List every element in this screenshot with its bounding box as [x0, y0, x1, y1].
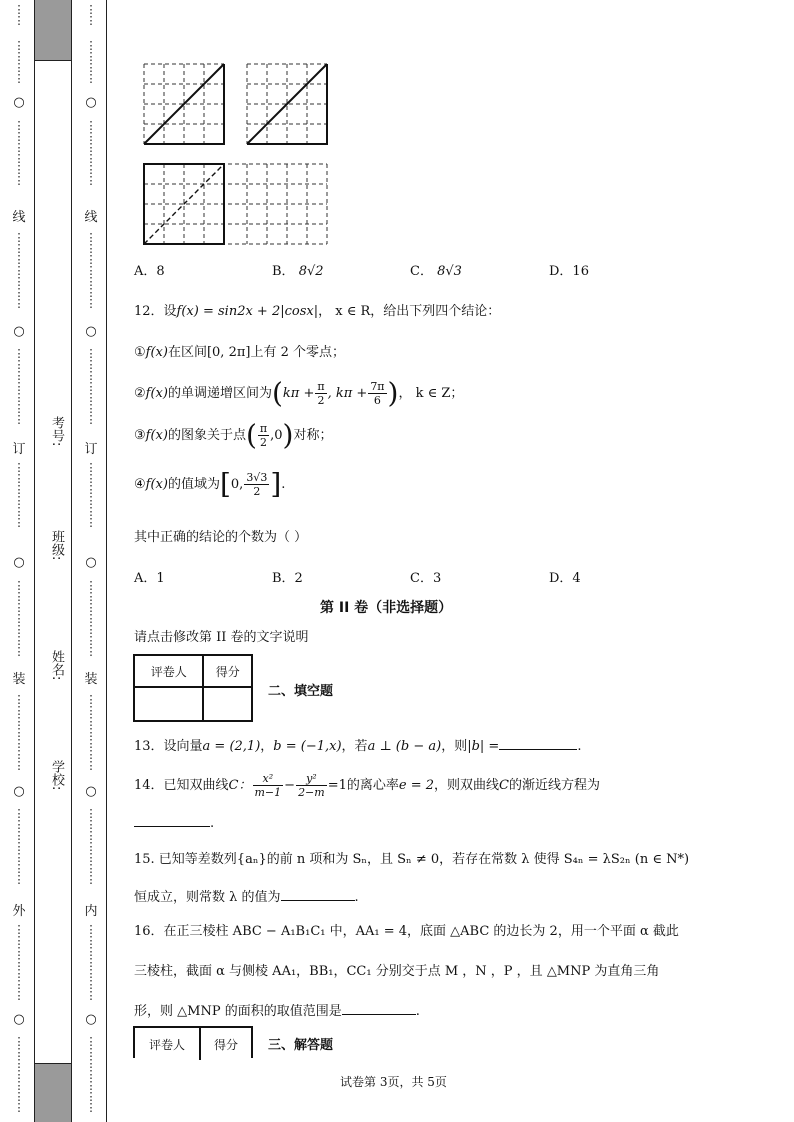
- outer-char-xian: 线: [12, 210, 26, 225]
- part2-title: 第 II 卷（非选择题）: [320, 600, 453, 616]
- outer-char-wai: 外: [12, 904, 26, 919]
- outer-circle: ○: [13, 784, 25, 799]
- q12-conclusion-2: ②f(x)的单调递增区间为(kπ + $\frac{\pi}{2}$ , kπ + $\frac{7\pi}{6}$ )， k ∈ Z；: [134, 376, 464, 410]
- q14-answer-line: .: [134, 812, 214, 834]
- q12-option-c: C．3: [410, 571, 442, 586]
- outer-circle: ○: [13, 324, 25, 339]
- gray-band-divider-top: [35, 60, 71, 61]
- q11-option-d: D．16: [549, 264, 589, 279]
- section-solve: 三、解答题: [268, 1038, 334, 1053]
- q12-conclusion-3: ③f(x)的图象关于点( $\frac{\pi}{2}$ ,0)对称；: [134, 418, 333, 452]
- q15-line2: 恒成立，则常数 λ 的值为 .: [134, 886, 359, 908]
- q12-conclusion-4: ④f(x)的值域为[0, $\frac{3√3}{2}$ ].: [134, 467, 286, 501]
- gray-band-divider-bottom: [35, 1063, 71, 1064]
- q11-option-a: A．8: [134, 264, 165, 279]
- inner-char-nei: 内: [84, 904, 98, 919]
- q12-stem: 12．设f(x) = sin2x + 2|cosx|， x ∈ R，给出下列四个结论：: [134, 304, 501, 319]
- outer-circle: ○: [13, 95, 25, 110]
- q11-option-c: C． 8√3: [410, 264, 462, 279]
- score-table-solve: [133, 1026, 253, 1058]
- outer-char-ding: 订: [12, 442, 26, 457]
- strip-border-mid: [71, 0, 72, 1122]
- inner-char-zhuang: 装: [84, 672, 98, 687]
- score-label-2: 得分: [213, 1038, 238, 1052]
- inner-char-xian: 线: [84, 210, 98, 225]
- score-table-fill: [133, 654, 253, 722]
- gray-band-top: [35, 0, 71, 60]
- field-exam-no: 考号:: [49, 416, 64, 447]
- inner-circle: ○: [85, 95, 97, 110]
- field-class: 班级:: [49, 530, 64, 561]
- grader-cell[interactable]: [134, 687, 203, 721]
- strip-border-left: [34, 0, 35, 1122]
- q15-line1: 15. 已知等差数列{aₙ}的前 n 项和为 Sₙ，且 Sₙ ≠ 0，若存在常数 λ 使得 S₄ₙ = λS₂ₙ (n ∈ N*): [134, 852, 690, 867]
- outer-circle: ○: [13, 555, 25, 570]
- q12-conclusion-1: ①f(x)在区间[0, 2π]上有 2 个零点；: [134, 345, 346, 360]
- q12-option-a: A．1: [134, 571, 165, 586]
- page-footer: 试卷第 3页，共 5页: [340, 1075, 447, 1089]
- strip-border-right: [106, 0, 107, 1122]
- q12-option-d: D．4: [549, 571, 581, 586]
- q15-answer-blank[interactable]: [281, 886, 355, 901]
- q13-answer-blank[interactable]: [499, 735, 577, 750]
- q12-option-b: B．2: [272, 571, 303, 586]
- score-cell[interactable]: [203, 687, 252, 721]
- gray-band-bottom: [35, 1063, 71, 1122]
- q13: 13．设向量a = (2,1)，b = (−1,x)，若a ⊥ (b − a)，则|b| = .: [134, 735, 581, 757]
- field-name: 姓名:: [49, 650, 64, 681]
- q16-line1: 16．在正三棱柱 ABC − A₁B₁C₁ 中，AA₁ = 4，底面 △ABC 的边长为 2，用一个平面 α 截此: [134, 924, 679, 939]
- inner-char-ding: 订: [84, 442, 98, 457]
- grader-label-2: 评卷人: [148, 1038, 185, 1052]
- inner-circle: ○: [85, 324, 97, 339]
- field-school: 学校:: [49, 760, 64, 791]
- q16-line2: 三棱柱，截面 α 与侧棱 AA₁，BB₁，CC₁ 分别交于点 M ，N ，P ，且 △MNP 为直角三角: [134, 964, 660, 979]
- q16-answer-blank[interactable]: [342, 1000, 416, 1015]
- outer-circle: ○: [13, 1012, 25, 1027]
- q11-option-b: B． 8√2: [272, 264, 324, 279]
- q16-line3: 形，则 △MNP 的面积的取值范围是 .: [134, 1000, 420, 1022]
- inner-circle: ○: [85, 784, 97, 799]
- part2-note: 请点击修改第 II 卷的文字说明: [134, 630, 309, 645]
- q14: 14．已知双曲线C： $\frac{\text{x²}}{m-1}$ − $\frac{\text{y²}}{2-m}$ =1的离心率e = 2，则双曲线C的渐近线方程为: [134, 772, 601, 799]
- q14-answer-blank[interactable]: [134, 812, 210, 827]
- grader-label: 评卷人: [134, 655, 203, 687]
- inner-circle: ○: [85, 1012, 97, 1027]
- outer-char-zhuang: 装: [12, 672, 26, 687]
- binding-strip: [0, 0, 110, 1122]
- inner-circle: ○: [85, 555, 97, 570]
- outer-cut-column: ⋮ ⋮ ⋮ ⋮ ⋮ ⋮ ○ ⋮ ⋮ ⋮ ⋮ ⋮ ⋮ 线 ⋮ ⋮ ⋮ ⋮ ⋮ ⋮ ⋮ ○ ⋮ ⋮ ⋮ ⋮ ⋮ ⋮ ⋮ 订 ⋮ ⋮ ⋮ ⋮ ⋮ ⋮ ○ ⋮ ⋮ ⋮ ⋮ ⋮ ⋮ ⋮ 装 ⋮ ⋮ ⋮ ⋮ ⋮ ⋮ ⋮ ○ ⋮ ⋮ ⋮ ⋮ ⋮ ⋮ ⋮ 外 ⋮ ⋮ ⋮ ⋮ ⋮ ⋮ ⋮ ○ ⋮ ⋮ ⋮ ⋮ ⋮ ⋮ ⋮: [9, 0, 29, 1122]
- section-fill-blank: 二、填空题: [268, 684, 334, 699]
- q12-question: 其中正确的结论的个数为（ ）: [134, 530, 308, 545]
- inner-cut-column: ⋮ ⋮ ⋮ ⋮ ⋮ ⋮ ○ ⋮ ⋮ ⋮ ⋮ ⋮ ⋮ 线 ⋮ ⋮ ⋮ ⋮ ⋮ ⋮ ⋮ ○ ⋮ ⋮ ⋮ ⋮ ⋮ ⋮ ⋮ 订 ⋮ ⋮ ⋮ ⋮ ⋮ ⋮ ○ ⋮ ⋮ ⋮ ⋮ ⋮ ⋮ ⋮ 装 ⋮ ⋮ ⋮ ⋮ ⋮ ⋮ ⋮ ○ ⋮ ⋮ ⋮ ⋮ ⋮ ⋮ ⋮ 内 ⋮ ⋮ ⋮ ⋮ ⋮ ⋮ ⋮ ○ ⋮ ⋮ ⋮ ⋮ ⋮ ⋮ ⋮: [81, 0, 101, 1122]
- three-view-figure: [142, 62, 332, 248]
- score-label: 得分: [203, 655, 252, 687]
